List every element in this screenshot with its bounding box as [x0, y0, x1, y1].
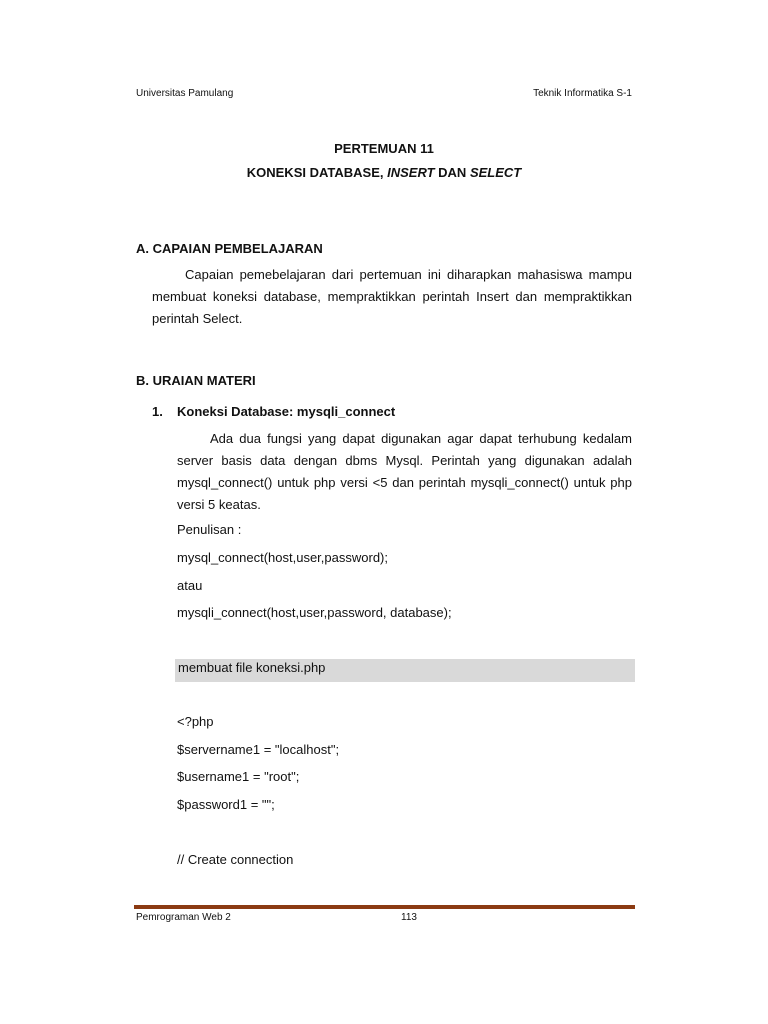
section-b-heading: B. URAIAN MATERI [136, 373, 256, 388]
code-line-servername: $servername1 = "localhost"; [177, 742, 340, 757]
footer-rule [134, 905, 635, 909]
section-a-heading: A. CAPAIAN PEMBELAJARAN [136, 241, 323, 256]
code-line-password: $password1 = ""; [177, 797, 275, 812]
syntax-mysql-connect: mysql_connect(host,user,password); [177, 550, 388, 565]
syntax-or: atau [177, 578, 203, 593]
meeting-title: PERTEMUAN 11 [334, 141, 434, 156]
syntax-label: Penulisan : [177, 522, 242, 537]
section-b-paragraph: Ada dua fungsi yang dapat digunakan agar dapat terhubung kedalam server basis data dengan dbms Mysql. Perintah yang digunakan adalah mysql_connect() untuk php versi <5 dan perintah mysqli_connect() untuk php versi 5 keatas. [177, 431, 632, 512]
header-university: Universitas Pamulang [136, 88, 234, 99]
code-line-username: $username1 = "root"; [177, 769, 300, 784]
subsection-heading: 1. Koneksi Database: mysqli_connect [152, 404, 396, 419]
code-caption: membuat file koneksi.php [178, 660, 326, 675]
code-line-open: <?php [177, 714, 214, 729]
code-caption-bar [175, 659, 635, 682]
section-a-paragraph: Capaian pemebelajaran dari pertemuan ini diharapkan mahasiswa mampu membuat koneksi database, mempraktikkan perintah Insert dan mempraktikkan perintah Select. [152, 267, 632, 326]
syntax-mysqli-connect: mysqli_connect(host,user,password, database); [177, 605, 452, 620]
topic-title: KONEKSI DATABASE, INSERT DAN SELECT [246, 165, 522, 180]
header-program: Teknik Informatika S-1 [533, 88, 632, 99]
page-number: 113 [401, 912, 417, 923]
footer-course: Pemrograman Web 2 [136, 912, 231, 923]
code-line-comment: // Create connection [177, 852, 294, 867]
